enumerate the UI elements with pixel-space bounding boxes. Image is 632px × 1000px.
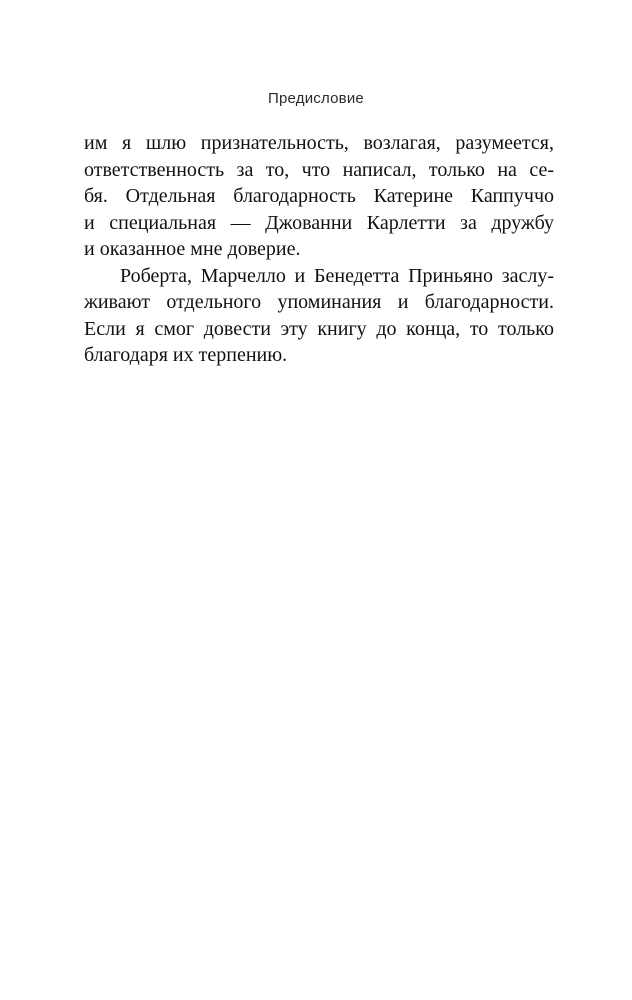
text-line: Роберта, Марчелло и Бенедетта Приньяно заслу- [120,264,554,287]
body-text [84,130,554,369]
text-line: Если я смог довести эту книгу до конца, то только [84,317,554,340]
text-line: ответственность за то, что написал, только на се- [84,158,554,181]
text-line: благодаря их терпению. [84,344,288,366]
running-head: Предисловие [268,90,364,107]
text-line: бя. Отдельная благодарность Катерине Каппуччо [84,185,554,207]
text-line: живают отдельного упоминания и благодарности. [84,291,554,313]
text-line: им я шлю признательность, возлагая, разумеется, [84,132,554,154]
text-line: и специальная — Джованни Карлетти за дружбу [84,211,554,234]
paragraph-2 [84,263,554,369]
text-line: и оказанное мне доверие. [84,238,301,260]
paragraph-1 [84,130,554,263]
